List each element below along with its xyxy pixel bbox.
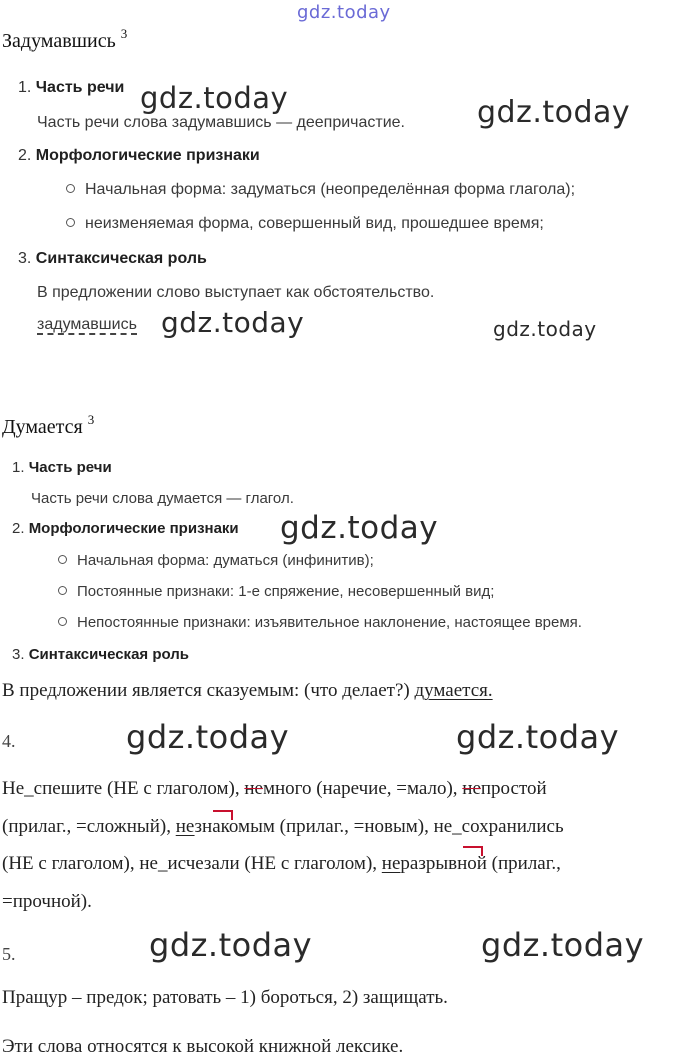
s2-predicate [2,680,493,702]
bullet-icon [58,555,67,564]
s1-bullet2 [66,215,544,233]
s4-l3-ne: не [381,853,401,874]
s1-bullet1 [66,181,575,199]
s1-item1-line: Часть речи слова задумавшись — деепричастие. [37,114,405,131]
watermark: gdz.today [481,926,645,964]
bullet-icon [58,586,67,595]
watermark: gdz.today [161,306,305,339]
s2-item1-line: Часть речи слова думается — глагол. [31,490,294,507]
s2-predicate-word: думается. [414,680,493,701]
s4-l1-ne2: не [462,778,481,799]
s1-item3-line: В предложении слово выступает как обстоятельство. [37,284,435,301]
s4-num: 4. [2,731,16,751]
s1-item1-num: 1. [18,79,32,96]
s1-item3-title: Синтаксическая роль [35,250,207,267]
s1-item2 [18,147,260,165]
s1-underlined-word: задумавшись [37,316,137,333]
s2-bullet2 [58,583,494,600]
s1-item1 [18,79,124,97]
s2-item1 [12,459,112,476]
s4-line2 [2,808,564,845]
s4-l2-b: знакомым (прилаг., =новым), не_сохранились [194,816,564,837]
section2-word: Думается [2,416,83,438]
watermark: gdz.today [456,718,620,756]
watermark: gdz.today [477,95,631,130]
s1-item2-title: Морфологические признаки [35,147,260,164]
s2-item2 [12,520,239,537]
s2-predicate-text: В предложении является сказуемым: (что делает?) [2,680,410,701]
section1-sup: 3 [120,26,128,41]
watermark: gdz.today [126,718,290,756]
s1-item3-num: 3. [18,250,32,267]
watermark: gdz.today [493,317,597,341]
s1-bullet1-text: Начальная форма: задуматься (неопределённая форма глагола); [85,181,576,198]
s2-item2-num: 2. [12,520,25,537]
prefix-bracket-icon [463,846,483,856]
s2-item3 [12,646,189,663]
s1-item2-num: 2. [18,147,32,164]
s2-bullet1-text: Начальная форма: думаться (инфинитив); [77,552,374,569]
bullet-icon [66,218,75,227]
s2-bullet2-text: Постоянные признаки: 1-е спряжение, несовершенный вид; [77,583,495,600]
s2-bullet3 [58,614,582,631]
bullet-icon [66,184,75,193]
s4-l2-a: (прилаг., =сложный), [2,816,176,837]
s5-line2: Эти слова относятся к высокой книжной лексике. [2,1036,404,1057]
s4-line1 [2,770,547,807]
s4-l1-a: Не_спешите (НЕ с глаголом), [2,778,245,799]
s4-l3-b: разрывной (прилаг., [400,853,561,874]
s2-bullet3-text: Непостоянные признаки: изъявительное наклонение, настоящее время. [77,614,582,631]
watermark-top: gdz.today [297,2,391,23]
watermark: gdz.today [280,510,439,546]
s4-line4: =прочной). [2,891,92,912]
s4-l1-c: простой [480,778,547,799]
section2-sup: 3 [87,412,95,427]
bullet-icon [58,617,67,626]
s1-bullet2-text: неизменяемая форма, совершенный вид, прошедшее время; [85,215,544,232]
watermark: gdz.today [140,81,289,115]
s4-l2-ne: не [175,816,195,837]
s4-l1-ne1: не [244,778,263,799]
s5-line1: Пращур – предок; ратовать – 1) бороться, 2) защищать. [2,987,448,1008]
watermark: gdz.today [149,926,313,964]
s2-item2-title: Морфологические признаки [28,520,239,537]
section1-word: Задумавшись [2,30,116,52]
s4-l1-b: много (наречие, =мало), [262,778,463,799]
s2-item1-title: Часть речи [28,459,112,476]
section1-heading [2,26,127,53]
s2-item3-title: Синтаксическая роль [28,646,190,663]
s1-item3 [18,250,207,268]
s5-num: 5. [2,944,16,964]
prefix-bracket-icon [213,810,233,820]
section2-heading [2,412,94,439]
s2-item3-num: 3. [12,646,25,663]
s1-item1-title: Часть речи [35,79,125,96]
s4-l3-a: (НЕ с глаголом), не_исчезали (НЕ с глаголом), [2,853,382,874]
s2-item1-num: 1. [12,459,25,476]
s2-bullet1 [58,552,374,569]
